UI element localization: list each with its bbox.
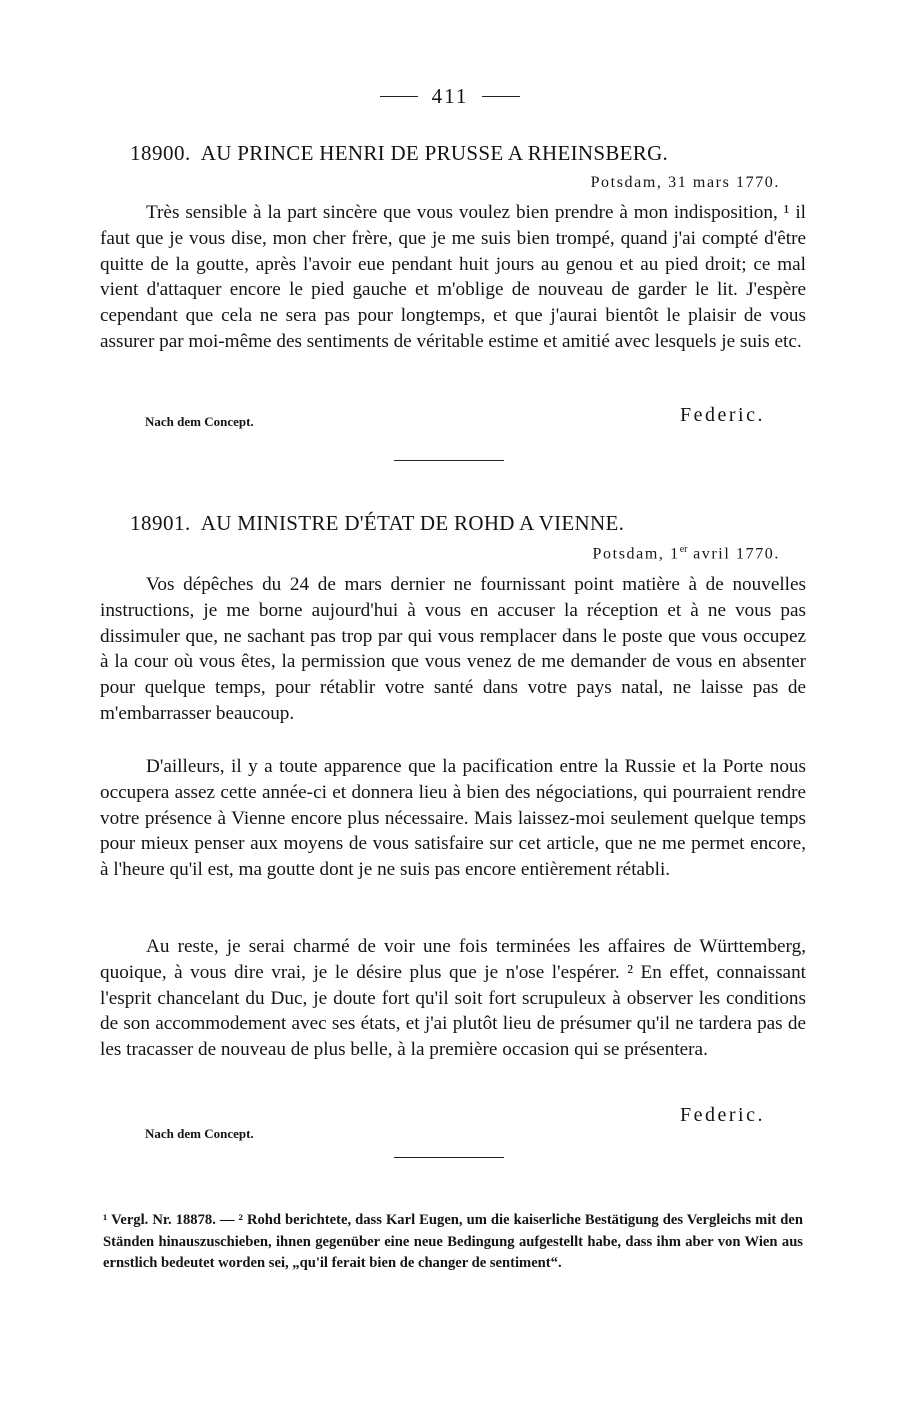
header-dash-left (380, 96, 418, 97)
letter-number: 18901. (130, 511, 191, 535)
letter-date-suffix: er (679, 544, 688, 555)
letter-dateline (593, 544, 780, 563)
source-note: Nach dem Concept. (145, 414, 254, 429)
footnotes: ¹ Vergl. Nr. 18878. — ² Rohd berichtete, dass Karl Eugen, um die kaiserliche Bestätigung des Vergleichs mit den Ständen hinauszuschieben, ihnen gegenüber eine neue Bedingung aufgestellt habe, dass ihm aber von Wien aus ernstlich bedeutet worden sei, „qu'il ferait bien de changer de sentiment“. (103, 1212, 803, 1271)
letter-paragraph: D'ailleurs, il y a toute apparence que la pacification entre la Russie et la Porte nous occupera assez cette année-ci et donnera lieu à bien des négociations, qui pourraient rendre votre présence à Vienne encore plus nécessaire. Mais laissez-moi seulement quelque temps pour mieux penser aux moyens de vous satisfaire sur cet article, que ne me permet encore, à l'heure qu'il est, ma goutte dont je ne suis pas encore entièrement rétabli. (100, 756, 806, 881)
letter-paragraph: Vos dépêches du 24 de mars dernier ne fournissant point matière à de nouvelles instructions, je me borne aujourd'hui à vous en accuser la réception et à ne vous pas dissimuler que, ne sachant pas trop par qui vous remplacer dans le poste que vous occupez à la cour où vous êtes, la permission que vous venez de me demander de vous en absenter pour quelque temps, pour rétablir votre santé dans votre pays natal, ne laisse pas de m'embarrasser beaucoup. (100, 574, 806, 724)
page-number: 411 (431, 84, 469, 108)
letter-title: AU PRINCE HENRI DE PRUSSE A RHEINSBERG. (200, 141, 669, 165)
signature: Federic. (680, 404, 765, 426)
letter-date-day: 1 (670, 545, 680, 563)
letter-title: AU MINISTRE D'ÉTAT DE ROHD A VIENNE. (200, 511, 625, 535)
header-dash-right (482, 96, 520, 97)
letter-date: avril 1770. (693, 545, 780, 563)
source-note: Nach dem Concept. (145, 1126, 254, 1141)
letter-heading-18901 (130, 511, 790, 536)
letter-date: 31 mars 1770. (668, 174, 780, 191)
footnote-divider (394, 1157, 504, 1158)
letter-place: Potsdam, (592, 545, 665, 563)
letter-paragraph: Très sensible à la part sincère que vous voulez bien prendre à mon indisposition, ¹ il faut que je vous dise, mon cher frère, que je me suis bien trompé, quand j'ai compté d'être quitte de la goutte, après l'avoir eue pendant huit jours au genou et au pied droit; ce mal vient d'attaquer encore le pied gauche et m'oblige de nouveau de garder le lit. J'espère cependant que cela ne sera pas pour longtemps, et que j'aurai bientôt le plaisir de vous assurer par moi-même des sentiments de véritable estime et amitié avec lesquels je suis etc. (100, 202, 806, 352)
letter-paragraph: Au reste, je serai charmé de voir une fois terminées les affaires de Württemberg, quoique, à vous dire vrai, je le désire plus que je n'ose l'espérer. ² En effet, connaissant l'esprit chancelant du Duc, je doute fort qu'il soit fort scrupuleux à observer les conditions de son accommodement avec ses états, et j'ai plutôt lieu de présumer qu'il ne tardera pas de les tracasser de nouveau de plus belle, à la première occasion qui se présentera. (100, 936, 806, 1061)
letter-heading-18900 (130, 141, 790, 166)
letter-place: Potsdam, (590, 174, 663, 191)
letter-dateline (591, 174, 780, 192)
section-divider (394, 460, 504, 461)
signature: Federic. (680, 1104, 765, 1126)
letter-number: 18900. (130, 141, 191, 165)
page-header (0, 84, 900, 109)
